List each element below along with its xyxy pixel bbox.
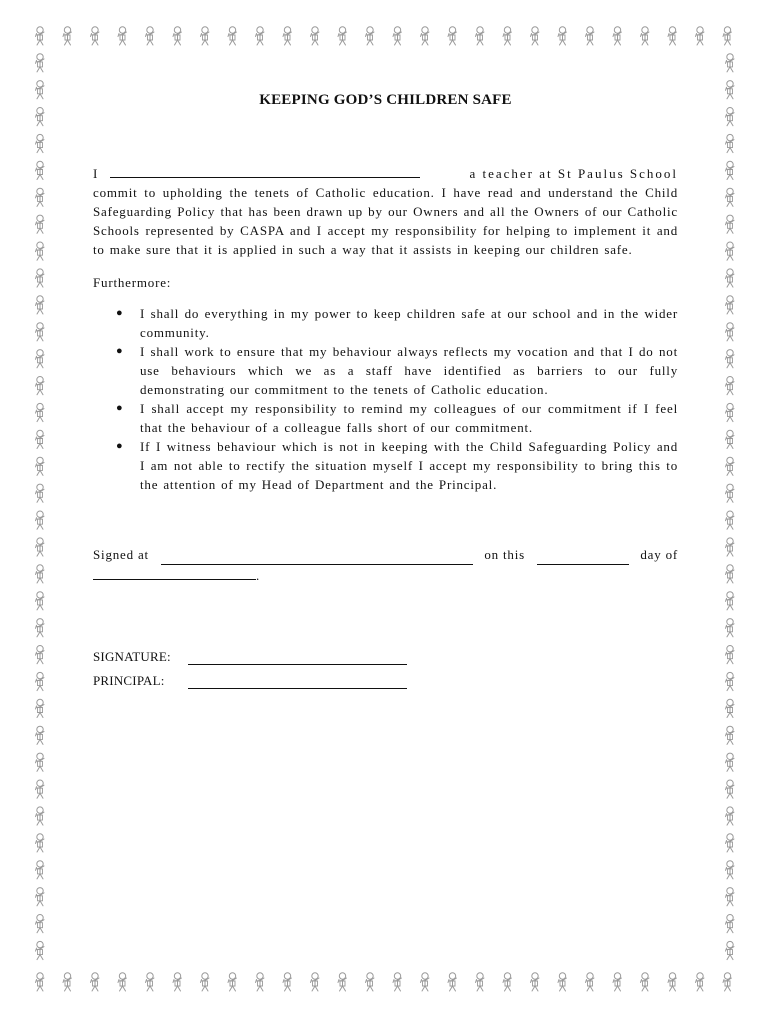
child-figure-icon [311, 27, 320, 45]
border-bottom-row [36, 973, 732, 991]
child-figure-icon [726, 323, 735, 341]
child-figure-icon [726, 780, 735, 798]
child-figure-icon [531, 973, 540, 991]
child-figure-icon [118, 973, 127, 991]
child-figure-icon [36, 242, 45, 260]
child-figure-icon [726, 242, 735, 260]
child-figure-icon [641, 27, 650, 45]
signed-at-label: Signed at [93, 547, 149, 562]
child-figure-icon [558, 973, 567, 991]
teacher-name-field[interactable] [93, 164, 420, 183]
teacher-name-blank[interactable] [110, 165, 420, 178]
document-content [93, 92, 678, 689]
child-figure-icon [36, 807, 45, 825]
child-figure-icon [338, 973, 347, 991]
child-figure-icon [36, 646, 45, 664]
document-title: KEEPING GOD’S CHILDREN SAFE [259, 92, 512, 108]
pledge-item [116, 399, 678, 437]
pledge-text: I shall do everything in my power to keep children safe at our school and in the wider community. [140, 306, 678, 340]
child-figure-icon [726, 350, 735, 368]
child-figure-icon [36, 592, 45, 610]
child-figure-icon [118, 27, 127, 45]
child-figure-icon [726, 753, 735, 771]
child-figure-icon [63, 973, 72, 991]
child-figure-icon [726, 108, 735, 126]
principal-label: PRINCIPAL: [93, 673, 165, 688]
pledge-item [116, 437, 678, 494]
intro-role: a teacher at St Paulus School [469, 166, 678, 181]
child-figure-icon [36, 269, 45, 287]
child-figure-icon [726, 269, 735, 287]
child-figure-icon [558, 27, 567, 45]
child-figure-icon [36, 323, 45, 341]
child-figure-icon [228, 973, 237, 991]
bullet-icon: ● [116, 307, 124, 319]
pledge-text: I shall accept my responsibility to remind my colleagues of our commitment if I feel that the behaviour of a colleague falls short of our commitment. [140, 401, 678, 435]
child-figure-icon [36, 134, 45, 152]
child-figure-icon [586, 27, 595, 45]
day-blank[interactable] [537, 552, 629, 565]
child-figure-icon [256, 27, 265, 45]
child-figure-icon [36, 973, 45, 991]
child-figure-icon [311, 973, 320, 991]
pledge-text: I shall work to ensure that my behaviour always reflects my vocation and that I do not use behaviours which we as a staff have identified as barriers to our fully demonstrating our commitment to the tenets of Catholic education. [140, 344, 678, 397]
signature-section [93, 641, 678, 689]
child-figure-icon [476, 973, 485, 991]
child-figure-icon [36, 108, 45, 126]
child-figure-icon [91, 973, 100, 991]
child-figure-icon [726, 81, 735, 99]
child-figure-icon [503, 27, 512, 45]
child-figure-icon [726, 484, 735, 502]
child-figure-icon [146, 973, 155, 991]
child-figure-icon [36, 54, 45, 72]
child-figure-icon [421, 27, 430, 45]
child-figure-icon [36, 888, 45, 906]
child-figure-icon [228, 27, 237, 45]
child-figure-icon [36, 188, 45, 206]
child-figure-icon [696, 27, 705, 45]
child-figure-icon [668, 27, 677, 45]
child-figure-icon [726, 941, 735, 959]
child-figure-icon [726, 457, 735, 475]
signature-blank[interactable] [188, 652, 407, 665]
child-figure-icon [173, 973, 182, 991]
child-figure-icon [36, 619, 45, 637]
child-figure-icon [36, 941, 45, 959]
pledge-item [116, 342, 678, 399]
child-figure-icon [36, 296, 45, 314]
child-figure-icon [36, 699, 45, 717]
child-figure-icon [726, 377, 735, 395]
furthermore-label: Furthermore: [93, 275, 172, 290]
child-figure-icon [393, 973, 402, 991]
child-figure-icon [726, 888, 735, 906]
child-figure-icon [726, 215, 735, 233]
child-figure-icon [726, 861, 735, 879]
child-figure-icon [36, 834, 45, 852]
intro-line [93, 164, 678, 183]
child-figure-icon [613, 27, 622, 45]
principal-row [93, 665, 678, 689]
child-figure-icon [36, 484, 45, 502]
child-figure-icon [726, 834, 735, 852]
month-row [93, 565, 678, 586]
child-figure-icon [726, 646, 735, 664]
child-figure-icon [726, 161, 735, 179]
pledge-list [93, 304, 678, 494]
child-figure-icon [726, 511, 735, 529]
child-figure-icon [726, 592, 735, 610]
child-figure-icon [36, 430, 45, 448]
commitment-paragraph: commit to upholding the tenets of Catholic education. I have read and understand the Child Safeguarding Policy that has been drawn up by our Owners and all the Owners of our Catholic Schools represented by CASPA and I accept my responsibility for helping to implement it and to make sure that it is applied in such a way that it assists in keeping our children safe. [93, 185, 678, 257]
child-figure-icon [726, 188, 735, 206]
principal-blank[interactable] [188, 676, 407, 689]
child-figure-icon [36, 672, 45, 690]
child-figure-icon [723, 973, 732, 991]
signed-row [93, 544, 678, 565]
child-figure-icon [256, 973, 265, 991]
pledge-item [116, 304, 678, 342]
bullet-icon: ● [116, 345, 124, 357]
child-figure-icon [173, 27, 182, 45]
child-figure-icon [531, 27, 540, 45]
signed-at-blank[interactable] [161, 552, 473, 565]
child-figure-icon [36, 861, 45, 879]
child-figure-icon [36, 753, 45, 771]
child-figure-icon [503, 973, 512, 991]
child-figure-icon [586, 973, 595, 991]
child-figure-icon [476, 27, 485, 45]
child-figure-icon [36, 161, 45, 179]
child-figure-icon [726, 699, 735, 717]
child-figure-icon [36, 915, 45, 933]
child-figure-icon [641, 973, 650, 991]
child-figure-icon [668, 973, 677, 991]
child-figure-icon [338, 27, 347, 45]
signature-label: SIGNATURE: [93, 649, 171, 664]
child-figure-icon [726, 538, 735, 556]
child-figure-icon [723, 27, 732, 45]
child-figure-icon [366, 973, 375, 991]
child-figure-icon [448, 27, 457, 45]
month-blank[interactable] [93, 567, 256, 580]
on-this-label: on this [484, 547, 525, 562]
child-figure-icon [726, 672, 735, 690]
child-figure-icon [726, 54, 735, 72]
bullet-icon: ● [116, 440, 124, 452]
bullet-icon: ● [116, 402, 124, 414]
month-period: . [256, 568, 261, 583]
child-figure-icon [36, 27, 45, 45]
child-figure-icon [91, 27, 100, 45]
child-figure-icon [448, 973, 457, 991]
child-figure-icon [36, 726, 45, 744]
child-figure-icon [726, 296, 735, 314]
child-figure-icon [366, 27, 375, 45]
child-figure-icon [36, 457, 45, 475]
child-figure-icon [393, 27, 402, 45]
child-figure-icon [726, 430, 735, 448]
child-figure-icon [726, 565, 735, 583]
child-figure-icon [36, 377, 45, 395]
day-of-label: day of [640, 547, 678, 562]
pledge-text: If I witness behaviour which is not in keeping with the Child Safeguarding Policy and I am not able to rectify the situation myself I accept my responsibility to bring this to the attention of my Head of Department and the Principal. [140, 439, 678, 492]
child-figure-icon [613, 973, 622, 991]
child-figure-icon [36, 403, 45, 421]
child-figure-icon [726, 915, 735, 933]
child-figure-icon [36, 81, 45, 99]
child-figure-icon [36, 780, 45, 798]
border-right-column [726, 54, 735, 960]
child-figure-icon [726, 134, 735, 152]
child-figure-icon [146, 27, 155, 45]
child-figure-icon [201, 27, 210, 45]
child-figure-icon [726, 619, 735, 637]
child-figure-icon [63, 27, 72, 45]
child-figure-icon [36, 350, 45, 368]
child-figure-icon [421, 973, 430, 991]
intro-prefix: I [93, 166, 99, 181]
child-figure-icon [36, 565, 45, 583]
child-figure-icon [283, 27, 292, 45]
child-figure-icon [696, 973, 705, 991]
child-figure-icon [283, 973, 292, 991]
signature-row [93, 641, 678, 665]
child-figure-icon [726, 807, 735, 825]
signed-block [93, 544, 678, 586]
child-figure-icon [36, 538, 45, 556]
child-figure-icon [726, 726, 735, 744]
child-figure-icon [201, 973, 210, 991]
child-figure-icon [36, 511, 45, 529]
child-figure-icon [726, 403, 735, 421]
child-figure-icon [36, 215, 45, 233]
border-top-row [36, 27, 732, 45]
border-left-column [36, 54, 45, 960]
